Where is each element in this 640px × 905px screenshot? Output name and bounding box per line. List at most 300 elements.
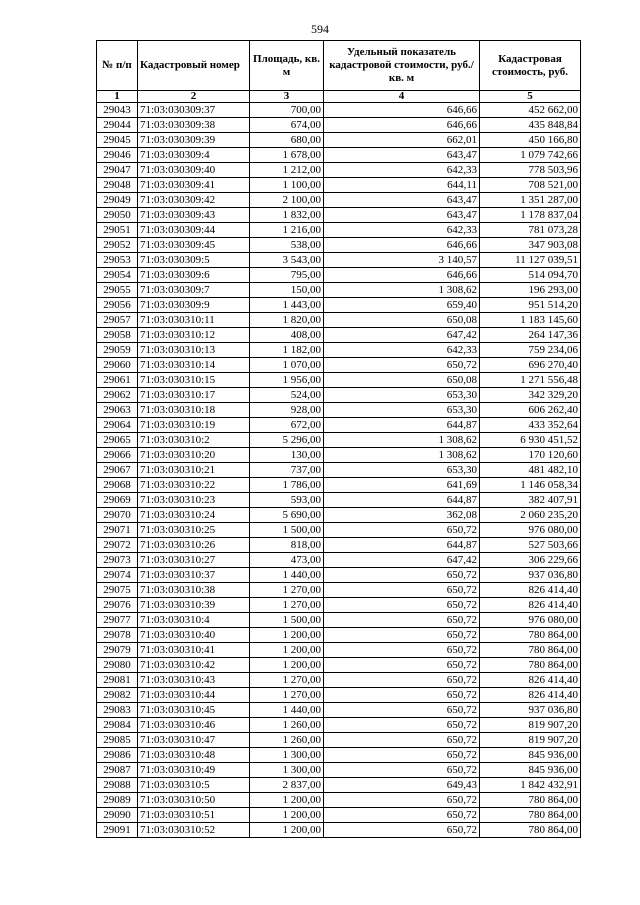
cadastral-value: 937 036,80	[480, 568, 581, 583]
table-row	[97, 793, 581, 808]
cadastral-number: 71:03:030310:38	[138, 583, 250, 598]
specific-value: 646,66	[324, 238, 480, 253]
specific-value: 650,72	[324, 673, 480, 688]
table-row	[97, 208, 581, 223]
column-number: 3	[250, 91, 324, 103]
cadastral-value: 433 352,64	[480, 418, 581, 433]
cadastral-value: 382 407,91	[480, 493, 581, 508]
specific-value: 643,47	[324, 193, 480, 208]
table-row	[97, 253, 581, 268]
cadastral-number: 71:03:030310:50	[138, 793, 250, 808]
row-number: 29090	[97, 808, 138, 823]
table-row	[97, 193, 581, 208]
cadastral-value: 6 930 451,52	[480, 433, 581, 448]
cadastral-number: 71:03:030309:7	[138, 283, 250, 298]
cadastral-value: 696 270,40	[480, 358, 581, 373]
row-number: 29061	[97, 373, 138, 388]
table-row	[97, 688, 581, 703]
row-number: 29064	[97, 418, 138, 433]
specific-value: 650,72	[324, 628, 480, 643]
specific-value: 653,30	[324, 403, 480, 418]
cadastral-value: 781 073,28	[480, 223, 581, 238]
table-row	[97, 238, 581, 253]
area: 1 200,00	[250, 793, 324, 808]
specific-value: 1 308,62	[324, 433, 480, 448]
specific-value: 650,72	[324, 763, 480, 778]
specific-value: 650,72	[324, 658, 480, 673]
area: 473,00	[250, 553, 324, 568]
specific-value: 644,87	[324, 493, 480, 508]
cadastral-number: 71:03:030310:5	[138, 778, 250, 793]
table-row	[97, 388, 581, 403]
cadastral-number: 71:03:030310:52	[138, 823, 250, 838]
specific-value: 644,87	[324, 538, 480, 553]
area: 1 500,00	[250, 523, 324, 538]
area: 1 832,00	[250, 208, 324, 223]
area: 795,00	[250, 268, 324, 283]
area: 1 070,00	[250, 358, 324, 373]
table-row	[97, 178, 581, 193]
cadastral-number: 71:03:030310:13	[138, 343, 250, 358]
table-row	[97, 658, 581, 673]
table-row	[97, 118, 581, 133]
row-number: 29081	[97, 673, 138, 688]
area: 1 300,00	[250, 763, 324, 778]
row-number: 29066	[97, 448, 138, 463]
area: 1 440,00	[250, 568, 324, 583]
table-row	[97, 568, 581, 583]
area: 1 212,00	[250, 163, 324, 178]
cadastral-value: 976 080,00	[480, 613, 581, 628]
cadastral-number: 71:03:030310:17	[138, 388, 250, 403]
specific-value: 650,72	[324, 733, 480, 748]
table-row	[97, 643, 581, 658]
specific-value: 650,72	[324, 688, 480, 703]
cadastral-number: 71:03:030309:37	[138, 103, 250, 118]
table-row	[97, 358, 581, 373]
table-row	[97, 628, 581, 643]
column-number: 2	[138, 91, 250, 103]
cadastral-number: 71:03:030310:48	[138, 748, 250, 763]
table-row	[97, 148, 581, 163]
cadastral-value: 306 229,66	[480, 553, 581, 568]
cadastral-value: 819 907,20	[480, 718, 581, 733]
cadastral-number: 71:03:030310:12	[138, 328, 250, 343]
row-number: 29085	[97, 733, 138, 748]
table-row	[97, 163, 581, 178]
specific-value: 650,72	[324, 703, 480, 718]
specific-value: 650,72	[324, 583, 480, 598]
cadastral-value: 452 662,00	[480, 103, 581, 118]
cadastral-value: 780 864,00	[480, 628, 581, 643]
row-number: 29086	[97, 748, 138, 763]
table-row	[97, 448, 581, 463]
cadastral-number: 71:03:030310:4	[138, 613, 250, 628]
row-number: 29068	[97, 478, 138, 493]
cadastral-value: 1 351 287,00	[480, 193, 581, 208]
cadastral-value: 1 146 058,34	[480, 478, 581, 493]
specific-value: 650,72	[324, 598, 480, 613]
area: 408,00	[250, 328, 324, 343]
specific-value: 649,43	[324, 778, 480, 793]
cadastral-value: 1 271 556,48	[480, 373, 581, 388]
specific-value: 650,72	[324, 523, 480, 538]
table-row	[97, 463, 581, 478]
specific-value: 659,40	[324, 298, 480, 313]
cadastral-number: 71:03:030310:51	[138, 808, 250, 823]
row-number: 29049	[97, 193, 138, 208]
area: 680,00	[250, 133, 324, 148]
specific-value: 1 308,62	[324, 448, 480, 463]
specific-value: 653,30	[324, 388, 480, 403]
row-number: 29072	[97, 538, 138, 553]
cadastral-number: 71:03:030310:49	[138, 763, 250, 778]
cadastral-value: 2 060 235,20	[480, 508, 581, 523]
area: 1 820,00	[250, 313, 324, 328]
cadastral-value: 819 907,20	[480, 733, 581, 748]
cadastral-value: 481 482,10	[480, 463, 581, 478]
table-row	[97, 403, 581, 418]
row-number: 29047	[97, 163, 138, 178]
table-row	[97, 283, 581, 298]
cadastral-value: 780 864,00	[480, 658, 581, 673]
specific-value: 646,66	[324, 118, 480, 133]
area: 1 260,00	[250, 718, 324, 733]
area: 524,00	[250, 388, 324, 403]
cadastral-number: 71:03:030309:41	[138, 178, 250, 193]
cadastral-number: 71:03:030310:46	[138, 718, 250, 733]
header-cadastral-number: Кадастровый номер	[138, 41, 250, 91]
cadastral-value: 845 936,00	[480, 763, 581, 778]
cadastral-value: 780 864,00	[480, 793, 581, 808]
cadastral-value: 759 234,06	[480, 343, 581, 358]
row-number: 29065	[97, 433, 138, 448]
cadastral-number: 71:03:030310:41	[138, 643, 250, 658]
cadastral-number: 71:03:030310:27	[138, 553, 250, 568]
row-number: 29043	[97, 103, 138, 118]
specific-value: 650,72	[324, 808, 480, 823]
row-number: 29082	[97, 688, 138, 703]
header-specific-value: Удельный показатель кадастровой стоимости, руб./кв. м	[324, 41, 480, 91]
cadastral-value: 780 864,00	[480, 808, 581, 823]
table-row	[97, 223, 581, 238]
area: 1 200,00	[250, 658, 324, 673]
specific-value: 647,42	[324, 553, 480, 568]
specific-value: 650,72	[324, 358, 480, 373]
cadastral-value: 1 183 145,60	[480, 313, 581, 328]
specific-value: 646,66	[324, 268, 480, 283]
table-row	[97, 343, 581, 358]
area: 1 182,00	[250, 343, 324, 358]
header-cadastral-value: Кадастровая стоимость, руб.	[480, 41, 581, 91]
area: 1 270,00	[250, 673, 324, 688]
cadastral-value: 826 414,40	[480, 673, 581, 688]
table-row	[97, 268, 581, 283]
cadastral-value: 196 293,00	[480, 283, 581, 298]
cadastral-value: 527 503,66	[480, 538, 581, 553]
row-number: 29089	[97, 793, 138, 808]
area: 130,00	[250, 448, 324, 463]
row-number: 29060	[97, 358, 138, 373]
cadastral-value: 342 329,20	[480, 388, 581, 403]
cadastral-number: 71:03:030309:5	[138, 253, 250, 268]
area: 1 270,00	[250, 583, 324, 598]
row-number: 29080	[97, 658, 138, 673]
cadastral-number: 71:03:030310:47	[138, 733, 250, 748]
row-number: 29045	[97, 133, 138, 148]
specific-value: 646,66	[324, 103, 480, 118]
specific-value: 650,72	[324, 793, 480, 808]
cadastral-value: 845 936,00	[480, 748, 581, 763]
cadastral-number: 71:03:030310:45	[138, 703, 250, 718]
cadastral-number: 71:03:030310:43	[138, 673, 250, 688]
cadastral-number: 71:03:030310:18	[138, 403, 250, 418]
cadastral-value: 606 262,40	[480, 403, 581, 418]
specific-value: 642,33	[324, 343, 480, 358]
area: 3 543,00	[250, 253, 324, 268]
table-row	[97, 718, 581, 733]
table-row	[97, 103, 581, 118]
specific-value: 653,30	[324, 463, 480, 478]
area: 1 200,00	[250, 643, 324, 658]
cadastral-number: 71:03:030310:21	[138, 463, 250, 478]
row-number: 29070	[97, 508, 138, 523]
specific-value: 642,33	[324, 223, 480, 238]
table-row	[97, 823, 581, 838]
area: 1 200,00	[250, 628, 324, 643]
page-number: 594	[311, 22, 329, 36]
cadastral-number: 71:03:030309:38	[138, 118, 250, 133]
header-num: № п/п	[97, 41, 138, 91]
row-number: 29050	[97, 208, 138, 223]
cadastral-number: 71:03:030309:44	[138, 223, 250, 238]
column-number: 1	[97, 91, 138, 103]
specific-value: 642,33	[324, 163, 480, 178]
row-number: 29075	[97, 583, 138, 598]
area: 1 300,00	[250, 748, 324, 763]
area: 700,00	[250, 103, 324, 118]
specific-value: 650,72	[324, 718, 480, 733]
area: 674,00	[250, 118, 324, 133]
cadastral-number: 71:03:030310:40	[138, 628, 250, 643]
area: 1 200,00	[250, 808, 324, 823]
cadastral-number: 71:03:030309:45	[138, 238, 250, 253]
table-header-row	[97, 41, 581, 91]
area: 928,00	[250, 403, 324, 418]
row-number: 29058	[97, 328, 138, 343]
table-row	[97, 418, 581, 433]
table-row	[97, 373, 581, 388]
table-row	[97, 598, 581, 613]
cadastral-value: 780 864,00	[480, 643, 581, 658]
table-row	[97, 133, 581, 148]
area: 150,00	[250, 283, 324, 298]
cadastral-number: 71:03:030310:14	[138, 358, 250, 373]
row-number: 29071	[97, 523, 138, 538]
column-number: 4	[324, 91, 480, 103]
table-row	[97, 673, 581, 688]
cadastral-value: 450 166,80	[480, 133, 581, 148]
cadastral-number: 71:03:030310:2	[138, 433, 250, 448]
table-row	[97, 328, 581, 343]
area: 538,00	[250, 238, 324, 253]
row-number: 29067	[97, 463, 138, 478]
area: 818,00	[250, 538, 324, 553]
area: 1 678,00	[250, 148, 324, 163]
row-number: 29073	[97, 553, 138, 568]
row-number: 29069	[97, 493, 138, 508]
cadastral-number: 71:03:030309:4	[138, 148, 250, 163]
cadastral-number: 71:03:030310:39	[138, 598, 250, 613]
specific-value: 362,08	[324, 508, 480, 523]
row-number: 29046	[97, 148, 138, 163]
specific-value: 641,69	[324, 478, 480, 493]
specific-value: 644,11	[324, 178, 480, 193]
cadastral-number: 71:03:030310:22	[138, 478, 250, 493]
area: 672,00	[250, 418, 324, 433]
row-number: 29088	[97, 778, 138, 793]
area: 2 837,00	[250, 778, 324, 793]
table-row	[97, 733, 581, 748]
area: 593,00	[250, 493, 324, 508]
cadastral-number: 71:03:030310:24	[138, 508, 250, 523]
table-row	[97, 553, 581, 568]
cadastral-value: 780 864,00	[480, 823, 581, 838]
cadastral-value-table	[96, 40, 581, 838]
row-number: 29078	[97, 628, 138, 643]
row-number: 29084	[97, 718, 138, 733]
row-number: 29077	[97, 613, 138, 628]
row-number: 29063	[97, 403, 138, 418]
row-number: 29091	[97, 823, 138, 838]
area: 1 216,00	[250, 223, 324, 238]
row-number: 29059	[97, 343, 138, 358]
table-row	[97, 298, 581, 313]
area: 1 443,00	[250, 298, 324, 313]
cadastral-number: 71:03:030309:43	[138, 208, 250, 223]
row-number: 29076	[97, 598, 138, 613]
row-number: 29057	[97, 313, 138, 328]
cadastral-number: 71:03:030310:26	[138, 538, 250, 553]
cadastral-value: 264 147,36	[480, 328, 581, 343]
cadastral-number: 71:03:030310:44	[138, 688, 250, 703]
specific-value: 650,08	[324, 373, 480, 388]
table-row	[97, 748, 581, 763]
cadastral-number: 71:03:030310:15	[138, 373, 250, 388]
area: 1 956,00	[250, 373, 324, 388]
specific-value: 650,72	[324, 823, 480, 838]
table-row	[97, 478, 581, 493]
cadastral-number: 71:03:030309:9	[138, 298, 250, 313]
cadastral-number: 71:03:030310:11	[138, 313, 250, 328]
cadastral-value: 1 842 432,91	[480, 778, 581, 793]
cadastral-number: 71:03:030309:42	[138, 193, 250, 208]
row-number: 29062	[97, 388, 138, 403]
table-row	[97, 613, 581, 628]
row-number: 29054	[97, 268, 138, 283]
table-row	[97, 508, 581, 523]
row-number: 29053	[97, 253, 138, 268]
table-row	[97, 703, 581, 718]
table-body	[97, 103, 581, 838]
specific-value: 643,47	[324, 208, 480, 223]
table-row	[97, 808, 581, 823]
table-row	[97, 538, 581, 553]
row-number: 29044	[97, 118, 138, 133]
specific-value: 644,87	[324, 418, 480, 433]
column-number-row	[97, 91, 581, 103]
table-row	[97, 493, 581, 508]
area: 1 500,00	[250, 613, 324, 628]
header-area: Площадь, кв. м	[250, 41, 324, 91]
row-number: 29087	[97, 763, 138, 778]
area: 1 786,00	[250, 478, 324, 493]
specific-value: 650,72	[324, 643, 480, 658]
area: 1 200,00	[250, 823, 324, 838]
area: 737,00	[250, 463, 324, 478]
specific-value: 650,72	[324, 748, 480, 763]
cadastral-value: 951 514,20	[480, 298, 581, 313]
cadastral-value: 170 120,60	[480, 448, 581, 463]
cadastral-value: 778 503,96	[480, 163, 581, 178]
cadastral-number: 71:03:030310:19	[138, 418, 250, 433]
cadastral-value: 826 414,40	[480, 688, 581, 703]
cadastral-number: 71:03:030310:23	[138, 493, 250, 508]
cadastral-value: 826 414,40	[480, 583, 581, 598]
cadastral-value: 347 903,08	[480, 238, 581, 253]
column-number: 5	[480, 91, 581, 103]
area: 5 690,00	[250, 508, 324, 523]
row-number: 29079	[97, 643, 138, 658]
cadastral-value: 11 127 039,51	[480, 253, 581, 268]
cadastral-value: 514 094,70	[480, 268, 581, 283]
table-row	[97, 763, 581, 778]
area: 1 100,00	[250, 178, 324, 193]
area: 1 260,00	[250, 733, 324, 748]
area: 1 270,00	[250, 598, 324, 613]
cadastral-value: 1 178 837,04	[480, 208, 581, 223]
row-number: 29056	[97, 298, 138, 313]
specific-value: 650,72	[324, 613, 480, 628]
cadastral-number: 71:03:030309:39	[138, 133, 250, 148]
area: 1 440,00	[250, 703, 324, 718]
cadastral-number: 71:03:030310:42	[138, 658, 250, 673]
table-row	[97, 523, 581, 538]
row-number: 29051	[97, 223, 138, 238]
cadastral-number: 71:03:030310:37	[138, 568, 250, 583]
area: 1 270,00	[250, 688, 324, 703]
cadastral-value: 937 036,80	[480, 703, 581, 718]
cadastral-value: 1 079 742,66	[480, 148, 581, 163]
specific-value: 662,01	[324, 133, 480, 148]
row-number: 29055	[97, 283, 138, 298]
row-number: 29074	[97, 568, 138, 583]
specific-value: 650,72	[324, 568, 480, 583]
table-row	[97, 583, 581, 598]
table-row	[97, 778, 581, 793]
area: 5 296,00	[250, 433, 324, 448]
row-number: 29048	[97, 178, 138, 193]
cadastral-value: 976 080,00	[480, 523, 581, 538]
cadastral-number: 71:03:030310:20	[138, 448, 250, 463]
cadastral-number: 71:03:030309:40	[138, 163, 250, 178]
row-number: 29052	[97, 238, 138, 253]
specific-value: 647,42	[324, 328, 480, 343]
specific-value: 3 140,57	[324, 253, 480, 268]
cadastral-number: 71:03:030310:25	[138, 523, 250, 538]
specific-value: 650,08	[324, 313, 480, 328]
cadastral-number: 71:03:030309:6	[138, 268, 250, 283]
